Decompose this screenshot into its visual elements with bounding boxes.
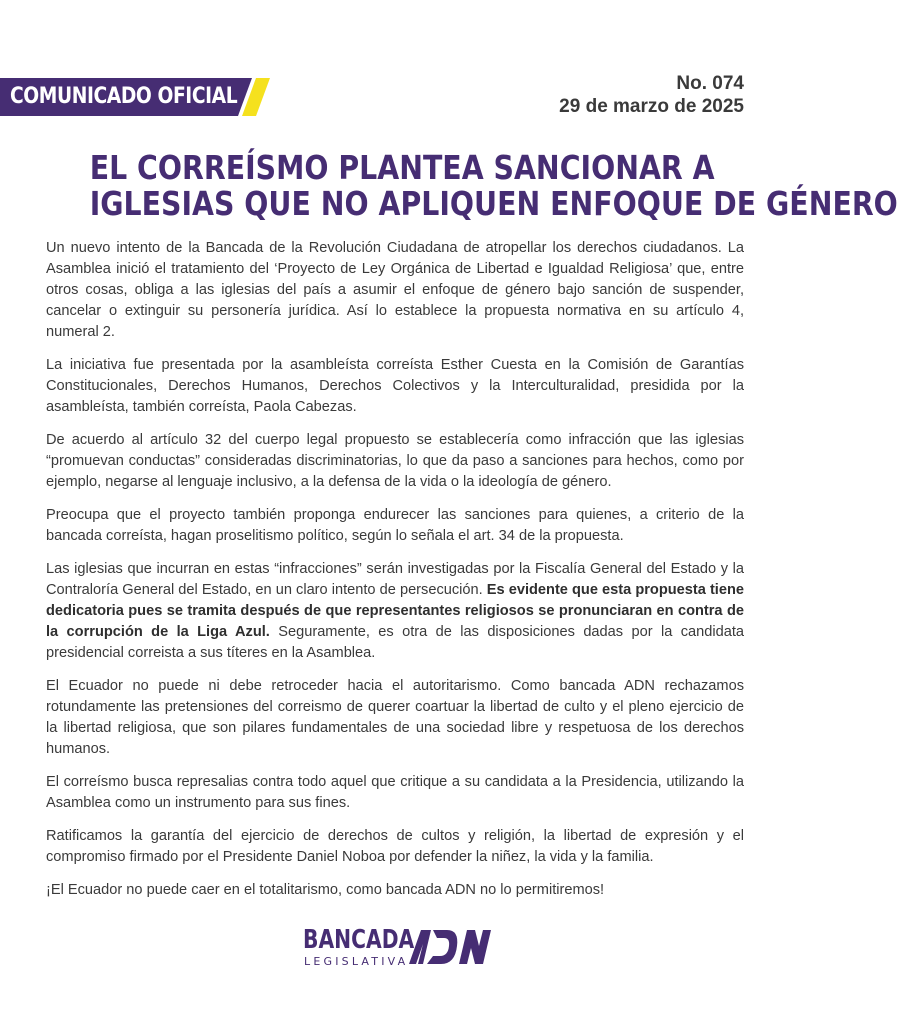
headline-line-2: IGLESIAS QUE NO APLIQUEN ENFOQUE DE GÉNERO [89, 184, 898, 223]
logo-subtitle: LEGISLATIVA [304, 955, 409, 968]
paragraph-8: Ratificamos la garantía del ejercicio de derechos de cultos y religión, la libertad de expresión y el compromiso firmado por el Presidente Daniel Noboa por defender la niñez, la vida y la familia. [46, 828, 744, 865]
document-number: No. 074 [676, 73, 744, 94]
body-text [46, 238, 744, 913]
document-meta [559, 72, 744, 118]
adn-logo-mark [407, 926, 493, 968]
bancada-adn-logo [303, 926, 493, 972]
logo-word: BANCADA [303, 925, 415, 955]
paragraph-3: De acuerdo al artículo 32 del cuerpo legal propuesto se establecería como infracción que las iglesias “promuevan conductas” consideradas discriminatorias, lo que da paso a sanciones para hechos, como por ejemplo, negarse al lenguaje inclusivo, a la defensa de la vida o la ideología de género. [46, 432, 744, 490]
headline [40, 148, 898, 223]
paragraph-2: La iniciativa fue presentada por la asambleísta correísta Esther Cuesta en la Comisión de Garantías Constitucionales, Derechos Humanos, Derechos Colectivos y la Interculturalidad, presidida por la asambleísta, también correísta, Paola Cabezas. [46, 357, 744, 415]
paragraph-5-bold: Es evidente que esta propuesta tiene dedicatoria pues se tramita después de que representantes religiosos se pronunciaran en contra de la corrupción de la Liga Azul. [46, 582, 745, 640]
headline-line-1: EL CORREÍSMO PLANTEA SANCIONAR A [89, 148, 715, 187]
paragraph-6: El Ecuador no puede ni debe retroceder hacia el autoritarismo. Como bancada ADN rechazamos rotundamente las pretensiones del correismo de querer coartuar la libertad de culto y el pleno ejercicio de la libertad religiosa, que son pilares fundamentales de una sociedad libre y respetuosa de los derechos humanos. [46, 678, 744, 757]
paragraph-4: Preocupa que el proyecto también proponga endurecer las sanciones para quienes, a criterio de la bancada correísta, hagan proselitismo político, según lo señala el art. 34 de la propuesta. [46, 507, 744, 544]
banner-label: COMUNICADO OFICIAL [10, 84, 238, 109]
paragraph-1: Un nuevo intento de la Bancada de la Revolución Ciudadana de atropellar los derechos ciudadanos. La Asamblea inició el tratamiento del ‘Proyecto de Ley Orgánica de Libertad e Igualdad Religiosa’ que, entre otros cosas, obliga a las iglesias del país a asumir el enfoque de género bajo sanción de suspender, cancelar o extinguir su personería jurídica. Así lo establece la propuesta normativa en su artículo 4, numeral 2. [46, 240, 744, 340]
paragraph-5-part-2: Seguramente, es otra de las disposiciones dadas por la candidata presidencial correista a sus títeres en la Asamblea. [46, 624, 744, 661]
comunicado-banner [0, 78, 270, 116]
paragraph-5-part-1: Las iglesias que incurran en estas “infracciones” serán investigadas por la Fiscalía General del Estado y la Contraloría General del Estado, en un claro intento de persecución. [46, 561, 744, 598]
paragraph-9: ¡El Ecuador no puede caer en el totalitarismo, como bancada ADN no lo permitiremos! [46, 882, 605, 898]
paragraph-5 [46, 559, 744, 664]
paragraph-7: El correísmo busca represalias contra todo aquel que critique a su candidata a la Presidencia, utilizando la Asamblea como un instrumento para sus fines. [46, 774, 744, 811]
document-date: 29 de marzo de 2025 [559, 96, 744, 117]
